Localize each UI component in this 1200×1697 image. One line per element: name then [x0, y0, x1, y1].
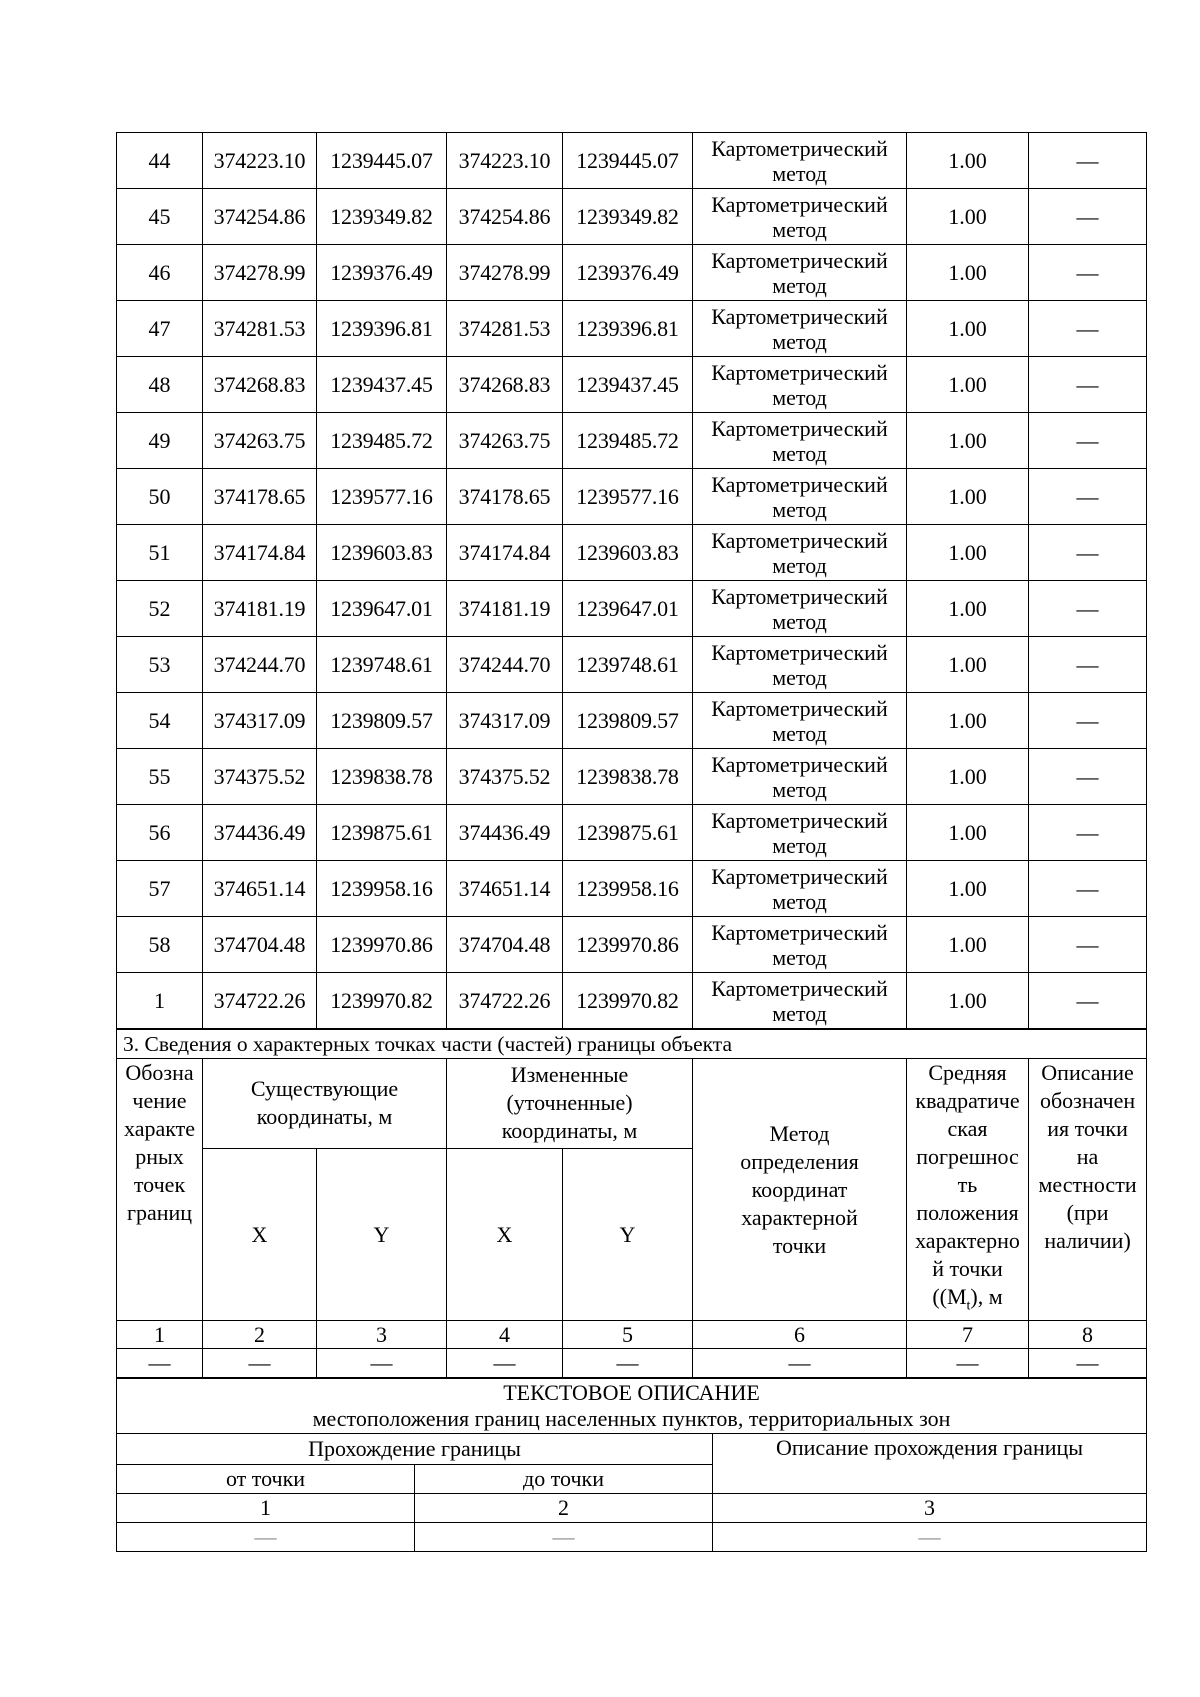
index-cell: 3 [713, 1494, 1147, 1523]
changed-x-value: 374263.75 [447, 413, 563, 469]
changed-y-value: 1239958.16 [563, 861, 693, 917]
designation-header-text [124, 1060, 195, 1225]
point-number: 46 [117, 245, 203, 301]
changed-x-value: 374375.52 [447, 749, 563, 805]
index-cell: 1 [117, 1494, 415, 1523]
changed-x-value: 374704.48 [447, 917, 563, 973]
method-line: Картометрический [711, 807, 888, 833]
error-header-text: Средняя квадратиче ская погрешнос ть положения характерно й точки ($(M_t)$, м [915, 1060, 1020, 1314]
dash-cell: — [713, 1523, 1147, 1552]
dash-cell: — [203, 1349, 317, 1378]
index-cell: 8 [1029, 1321, 1147, 1349]
point-number: 44 [117, 133, 203, 189]
header-line: (при [1066, 1200, 1109, 1225]
header-line: точки [772, 1232, 827, 1258]
method-line: Картометрический [711, 975, 888, 1001]
changed-y-value: 1239445.07 [563, 133, 693, 189]
existing-y-value: 1239577.16 [317, 469, 447, 525]
method-line: метод [772, 328, 827, 354]
method-header [693, 1059, 907, 1321]
header-line: характерной [741, 1204, 858, 1230]
existing-x-value: 374268.83 [203, 357, 317, 413]
method-value [693, 413, 907, 469]
method-value [693, 973, 907, 1029]
existing-x-value: 374254.86 [203, 189, 317, 245]
header-line: определения [740, 1148, 859, 1174]
index-cell: 1 [117, 1321, 203, 1349]
designation-header [117, 1059, 203, 1321]
header-line: характе [123, 1116, 196, 1141]
existing-x-value: 374317.09 [203, 693, 317, 749]
description-value: — [1029, 749, 1147, 805]
changed-y-value: 1239349.82 [563, 189, 693, 245]
header-line: чение [132, 1088, 187, 1113]
existing-x-value: 374223.10 [203, 133, 317, 189]
dash-cell: — [317, 1349, 447, 1378]
method-line: метод [772, 272, 827, 298]
method-line: метод [772, 608, 827, 634]
existing-x-header: X [203, 1148, 317, 1321]
description-header [1029, 1059, 1147, 1321]
header-line: наличии) [1044, 1228, 1131, 1253]
header-line: Существующие [250, 1076, 399, 1102]
method-line: метод [772, 552, 827, 578]
header-line: Метод [769, 1120, 830, 1146]
existing-y-value: 1239970.82 [317, 973, 447, 1029]
existing-coords-text [251, 1076, 398, 1129]
changed-coords-header [447, 1059, 693, 1149]
method-line: Картометрический [711, 695, 888, 721]
dash-cell: — [415, 1523, 713, 1552]
changed-x-value: 374278.99 [447, 245, 563, 301]
text-description-title: ТЕКСТОВОЕ ОПИСАНИЕ [503, 1380, 760, 1406]
text-description-table [116, 1378, 1147, 1552]
index-cell: 6 [693, 1321, 907, 1349]
point-number: 54 [117, 693, 203, 749]
error-value: 1.00 [907, 749, 1029, 805]
method-line: Картометрический [711, 191, 888, 217]
existing-x-value: 374651.14 [203, 861, 317, 917]
coordinate-row [117, 525, 1147, 581]
existing-y-value: 1239349.82 [317, 189, 447, 245]
method-line: Картометрический [711, 359, 888, 385]
header-line: ия точки [1047, 1116, 1128, 1141]
changed-y-value: 1239376.49 [563, 245, 693, 301]
document-sheet [116, 132, 1146, 1552]
error-value: 1.00 [907, 357, 1029, 413]
description-value: — [1029, 917, 1147, 973]
existing-x-value: 374436.49 [203, 805, 317, 861]
changed-y-value: 1239748.61 [563, 637, 693, 693]
method-line: Картометрический [711, 415, 888, 441]
dash-cell: — [907, 1349, 1029, 1378]
method-line: Картометрический [711, 471, 888, 497]
point-number: 45 [117, 189, 203, 245]
existing-y-header: Y [317, 1148, 447, 1321]
header-line: местности [1038, 1172, 1137, 1197]
header-line: (уточненные) [506, 1090, 633, 1116]
existing-x-value: 374178.65 [203, 469, 317, 525]
existing-y-value: 1239647.01 [317, 581, 447, 637]
changed-x-value: 374651.14 [447, 861, 563, 917]
changed-y-value: 1239970.82 [563, 973, 693, 1029]
text-description-subtitle: местоположения границ населенных пунктов, территориальных зон [312, 1406, 951, 1432]
error-value: 1.00 [907, 637, 1029, 693]
coordinates-rows [117, 133, 1147, 1029]
point-number: 1 [117, 973, 203, 1029]
description-value: — [1029, 861, 1147, 917]
coordinate-row [117, 637, 1147, 693]
method-line: метод [772, 1000, 827, 1026]
point-number: 57 [117, 861, 203, 917]
existing-y-value: 1239838.78 [317, 749, 447, 805]
changed-x-value: 374317.09 [447, 693, 563, 749]
coordinate-row [117, 133, 1147, 189]
coordinate-row [117, 581, 1147, 637]
coordinate-row [117, 973, 1147, 1029]
header-line: Измененные [510, 1062, 629, 1088]
existing-y-value: 1239485.72 [317, 413, 447, 469]
header-line: рных [135, 1144, 184, 1169]
description-value: — [1029, 357, 1147, 413]
method-value [693, 469, 907, 525]
existing-y-value: 1239809.57 [317, 693, 447, 749]
error-value: 1.00 [907, 301, 1029, 357]
method-line: метод [772, 496, 827, 522]
method-line: Картометрический [711, 583, 888, 609]
changed-y-value: 1239970.86 [563, 917, 693, 973]
index-cell: 3 [317, 1321, 447, 1349]
description-value: — [1029, 133, 1147, 189]
header-line: на [1076, 1144, 1099, 1169]
error-value: 1.00 [907, 581, 1029, 637]
existing-y-value: 1239437.45 [317, 357, 447, 413]
error-value: 1.00 [907, 245, 1029, 301]
header-line: координаты, м [501, 1118, 638, 1144]
method-line: метод [772, 664, 827, 690]
method-line: Картометрический [711, 135, 888, 161]
method-line: метод [772, 384, 827, 410]
description-value: — [1029, 693, 1147, 749]
to-point-header: до точки [415, 1465, 713, 1494]
method-value [693, 525, 907, 581]
section3-table [116, 1029, 1147, 1378]
coordinates-table [116, 132, 1147, 1029]
method-line: Картометрический [711, 919, 888, 945]
method-line: метод [772, 776, 827, 802]
changed-y-value: 1239603.83 [563, 525, 693, 581]
method-value [693, 917, 907, 973]
coordinate-row [117, 189, 1147, 245]
changed-x-value: 374178.65 [447, 469, 563, 525]
point-number: 50 [117, 469, 203, 525]
method-line: метод [772, 160, 827, 186]
changed-x-value: 374254.86 [447, 189, 563, 245]
existing-y-value: 1239958.16 [317, 861, 447, 917]
existing-x-value: 374278.99 [203, 245, 317, 301]
changed-x-value: 374181.19 [447, 581, 563, 637]
method-value [693, 749, 907, 805]
coordinate-row [117, 693, 1147, 749]
error-value: 1.00 [907, 133, 1029, 189]
existing-y-value: 1239875.61 [317, 805, 447, 861]
point-number: 58 [117, 917, 203, 973]
existing-y-value: 1239396.81 [317, 301, 447, 357]
method-header-text [740, 1121, 859, 1258]
method-value [693, 805, 907, 861]
error-header [907, 1059, 1029, 1321]
method-line: метод [772, 216, 827, 242]
coordinate-row [117, 245, 1147, 301]
changed-y-value: 1239838.78 [563, 749, 693, 805]
method-value [693, 133, 907, 189]
changed-x-header: X [447, 1148, 563, 1321]
existing-y-value: 1239970.86 [317, 917, 447, 973]
dash-cell: — [447, 1349, 563, 1378]
section3-title: 3. Сведения о характерных точках части (частей) границы объекта [117, 1030, 1147, 1059]
dash-cell: — [1029, 1349, 1147, 1378]
method-line: Картометрический [711, 527, 888, 553]
description-value: — [1029, 469, 1147, 525]
point-number: 49 [117, 413, 203, 469]
changed-x-value: 374268.83 [447, 357, 563, 413]
header-line: обозначен [1039, 1088, 1136, 1113]
method-line: Картометрический [711, 639, 888, 665]
existing-y-value: 1239603.83 [317, 525, 447, 581]
point-number: 52 [117, 581, 203, 637]
header-line: координаты, м [256, 1104, 393, 1130]
error-value: 1.00 [907, 469, 1029, 525]
changed-x-value: 374436.49 [447, 805, 563, 861]
changed-y-value: 1239485.72 [563, 413, 693, 469]
existing-coords-header [203, 1059, 447, 1149]
point-number: 56 [117, 805, 203, 861]
method-line: Картометрический [711, 303, 888, 329]
method-line: метод [772, 832, 827, 858]
coordinate-row [117, 861, 1147, 917]
coordinate-row [117, 917, 1147, 973]
error-value: 1.00 [907, 525, 1029, 581]
method-value [693, 301, 907, 357]
coordinate-row [117, 301, 1147, 357]
description-value: — [1029, 805, 1147, 861]
coordinate-row [117, 469, 1147, 525]
existing-y-value: 1239445.07 [317, 133, 447, 189]
changed-x-value: 374244.70 [447, 637, 563, 693]
method-value [693, 581, 907, 637]
description-value: — [1029, 581, 1147, 637]
description-value: — [1029, 973, 1147, 1029]
method-line: метод [772, 440, 827, 466]
error-value: 1.00 [907, 917, 1029, 973]
error-value: 1.00 [907, 805, 1029, 861]
existing-x-value: 374281.53 [203, 301, 317, 357]
method-value [693, 637, 907, 693]
header-line: точек [133, 1172, 186, 1197]
from-point-header: от точки [117, 1465, 415, 1494]
section3-empty-row [117, 1349, 1147, 1378]
method-line: метод [772, 720, 827, 746]
error-value: 1.00 [907, 861, 1029, 917]
description-value: — [1029, 301, 1147, 357]
description-value: — [1029, 245, 1147, 301]
index-cell: 2 [415, 1494, 713, 1523]
existing-x-value: 374375.52 [203, 749, 317, 805]
existing-x-value: 374722.26 [203, 973, 317, 1029]
existing-x-value: 374174.84 [203, 525, 317, 581]
changed-y-value: 1239647.01 [563, 581, 693, 637]
dash-cell: — [693, 1349, 907, 1378]
index-cell: 7 [907, 1321, 1029, 1349]
point-number: 47 [117, 301, 203, 357]
changed-y-value: 1239577.16 [563, 469, 693, 525]
description-value: — [1029, 637, 1147, 693]
dash-cell: — [563, 1349, 693, 1378]
method-value [693, 245, 907, 301]
point-number: 53 [117, 637, 203, 693]
description-value: — [1029, 525, 1147, 581]
error-value: 1.00 [907, 413, 1029, 469]
coordinate-row [117, 413, 1147, 469]
changed-x-value: 374281.53 [447, 301, 563, 357]
point-number: 48 [117, 357, 203, 413]
coordinate-row [117, 749, 1147, 805]
text-description-heading [117, 1379, 1147, 1434]
existing-x-value: 374181.19 [203, 581, 317, 637]
dash-cell: — [117, 1349, 203, 1378]
method-line: Картометрический [711, 247, 888, 273]
existing-x-value: 374244.70 [203, 637, 317, 693]
description-value: — [1029, 189, 1147, 245]
method-line: Картометрический [711, 863, 888, 889]
existing-x-value: 374704.48 [203, 917, 317, 973]
point-number: 51 [117, 525, 203, 581]
method-value [693, 357, 907, 413]
section3-index-row [117, 1321, 1147, 1349]
coordinate-row [117, 805, 1147, 861]
existing-y-value: 1239376.49 [317, 245, 447, 301]
changed-x-value: 374722.26 [447, 973, 563, 1029]
changed-coords-text [502, 1062, 638, 1143]
passage-header: Прохождение границы [117, 1434, 713, 1465]
method-value [693, 861, 907, 917]
passage-description-header: Описание прохождения границы [713, 1434, 1147, 1494]
description-header-text [1039, 1060, 1137, 1253]
changed-x-value: 374223.10 [447, 133, 563, 189]
method-line: Картометрический [711, 751, 888, 777]
changed-y-value: 1239437.45 [563, 357, 693, 413]
error-value: 1.00 [907, 973, 1029, 1029]
method-value [693, 693, 907, 749]
header-line: границ [126, 1200, 193, 1225]
changed-y-header: Y [563, 1148, 693, 1321]
index-cell: 2 [203, 1321, 317, 1349]
changed-y-value: 1239809.57 [563, 693, 693, 749]
error-value: 1.00 [907, 693, 1029, 749]
header-line: Описание [1041, 1060, 1134, 1085]
index-cell: 4 [447, 1321, 563, 1349]
changed-x-value: 374174.84 [447, 525, 563, 581]
header-line: координат [751, 1176, 848, 1202]
dash-cell: — [117, 1523, 415, 1552]
method-line: метод [772, 944, 827, 970]
coordinate-row [117, 357, 1147, 413]
error-value: 1.00 [907, 189, 1029, 245]
header-line: Обозна [125, 1060, 194, 1085]
existing-y-value: 1239748.61 [317, 637, 447, 693]
method-line: метод [772, 888, 827, 914]
index-cell: 5 [563, 1321, 693, 1349]
method-value [693, 189, 907, 245]
description-value: — [1029, 413, 1147, 469]
changed-y-value: 1239875.61 [563, 805, 693, 861]
existing-x-value: 374263.75 [203, 413, 317, 469]
point-number: 55 [117, 749, 203, 805]
changed-y-value: 1239396.81 [563, 301, 693, 357]
